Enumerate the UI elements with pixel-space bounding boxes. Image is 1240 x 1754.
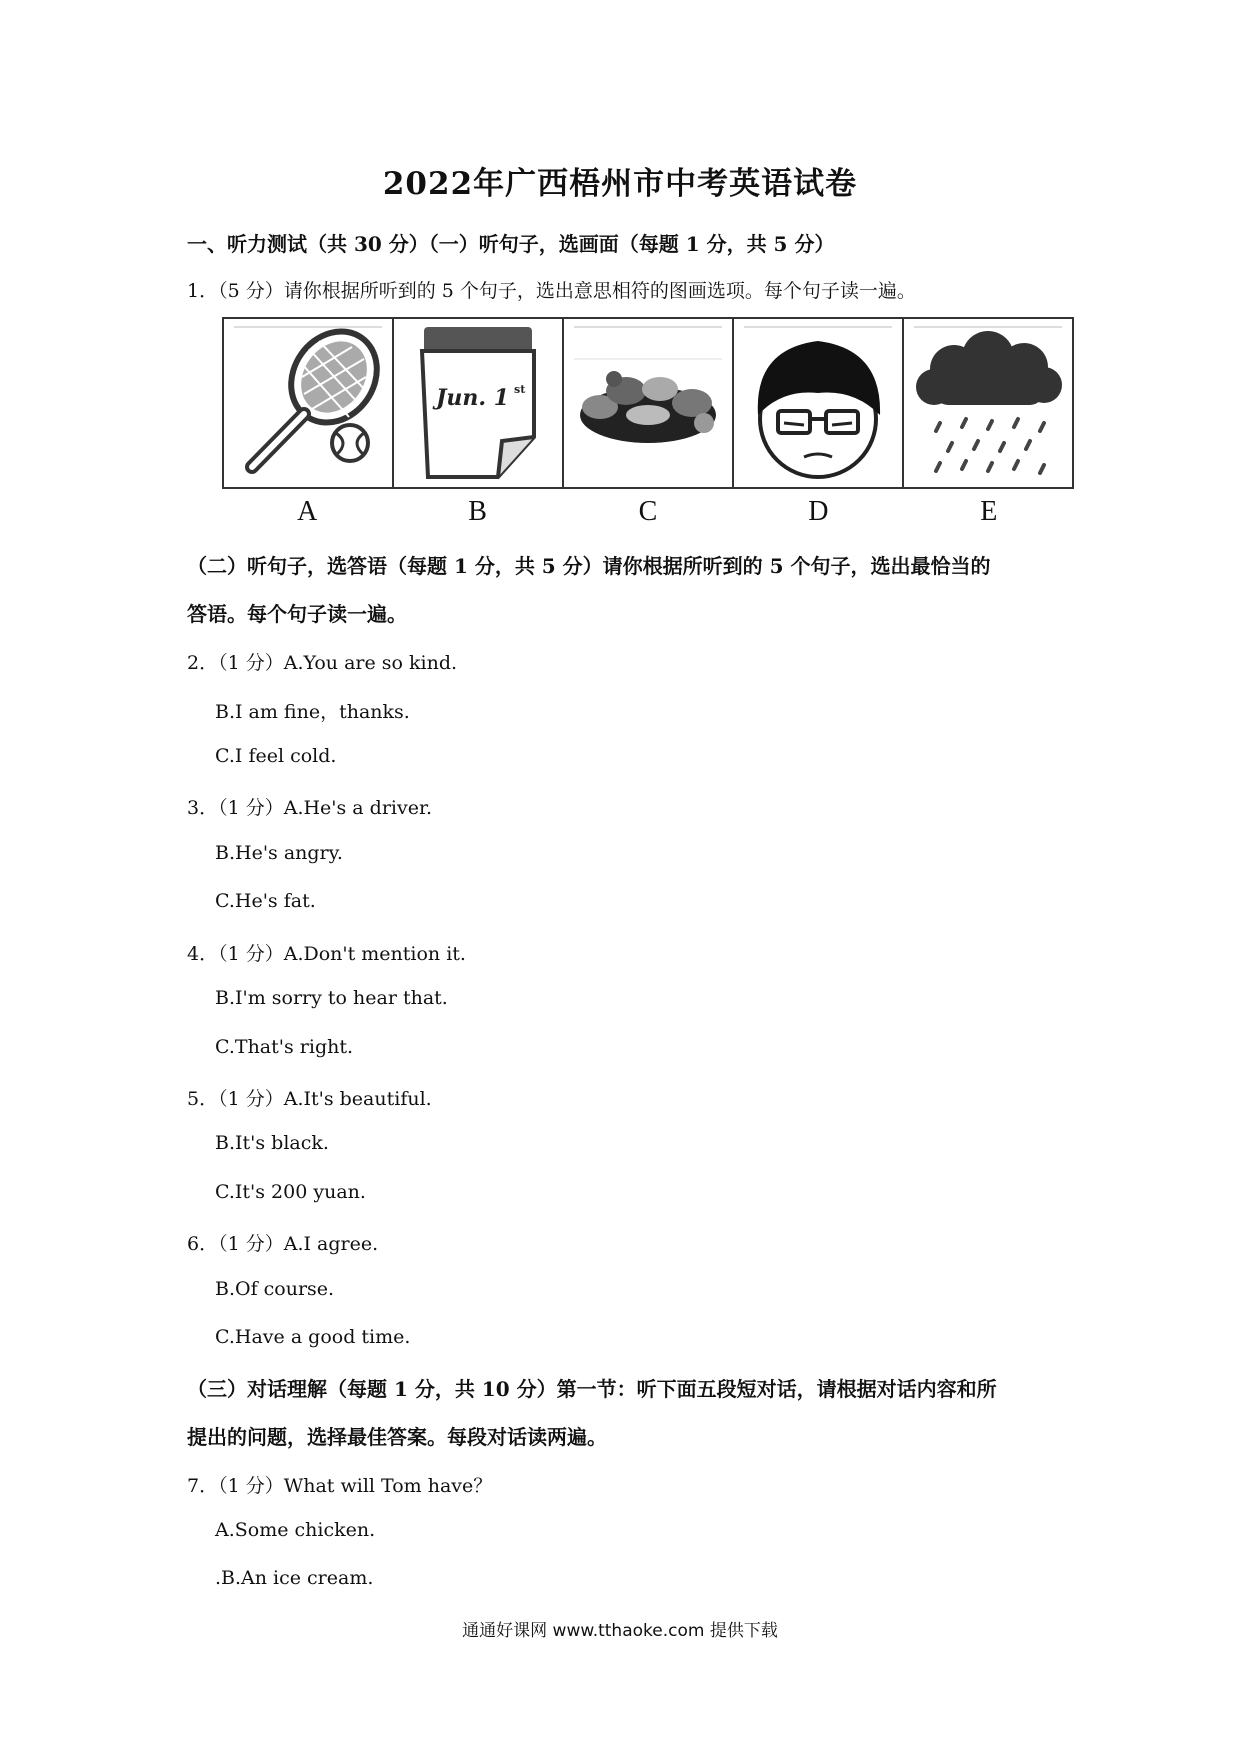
tennis-racket-icon xyxy=(224,319,394,487)
question-4-option-c: C.That's right. xyxy=(215,1036,354,1058)
picture-labels xyxy=(222,496,1074,528)
section-heading-dialogue: （三）对话理解（每题 1 分，共 10 分）第一节：听下面五段短对话，请根据对话内容和所 xyxy=(187,1377,997,1401)
food-plate-icon xyxy=(564,319,734,487)
question-4-option-b: B.I'm sorry to hear that. xyxy=(215,987,448,1009)
picture-strip xyxy=(222,317,1074,489)
picture-label-d: D xyxy=(808,496,829,527)
question-5-stem: 5．（1 分）A.It's beautiful. xyxy=(187,1088,432,1110)
question-4-stem: 4．（1 分）A.Don't mention it. xyxy=(187,943,466,965)
calendar-date-suffix: st xyxy=(514,383,526,396)
boy-with-glasses-icon xyxy=(734,319,904,487)
question-3-stem: 3．（1 分）A.He's a driver. xyxy=(187,797,433,819)
question-1: 1．（5 分）请你根据所听到的 5 个句子，选出意思相符的图画选项。每个句子读一遍。 xyxy=(187,280,916,302)
section-heading-responses-cont: 答语。每个句子读一遍。 xyxy=(187,602,407,626)
question-6-option-c: C.Have a good time. xyxy=(215,1326,411,1348)
calendar-icon xyxy=(394,319,564,487)
question-7-option-a: A.Some chicken. xyxy=(215,1519,376,1541)
picture-label-c: C xyxy=(638,496,658,527)
question-2-option-c: C.I feel cold. xyxy=(215,745,337,767)
question-6-stem: 6．（1 分）A.I agree. xyxy=(187,1233,379,1255)
question-3-option-b: B.He's angry. xyxy=(215,842,343,864)
picture-label-b: B xyxy=(468,496,487,527)
question-7-stem: 7．（1 分）What will Tom have？ xyxy=(187,1475,493,1497)
page-title: 2022年广西梧州市中考英语试卷 xyxy=(382,166,858,202)
question-3-option-c: C.He's fat. xyxy=(215,890,316,912)
picture-label-e: E xyxy=(980,496,998,527)
section-heading-listening: 一、听力测试（共 30 分）（一）听句子，选画面（每题 1 分，共 5 分） xyxy=(187,232,835,256)
section-heading-dialogue-cont: 提出的问题，选择最佳答案。每段对话读两遍。 xyxy=(187,1425,607,1449)
question-7-option-b: .B.An ice cream. xyxy=(215,1567,374,1589)
question-6-option-b: B.Of course. xyxy=(215,1278,335,1300)
calendar-date-text: Jun. 1 xyxy=(436,385,510,411)
picture-label-a: A xyxy=(297,496,318,527)
section-heading-responses: （二）听句子，选答语（每题 1 分，共 5 分）请你根据所听到的 5 个句子，选出最恰当的 xyxy=(187,554,991,578)
question-5-option-c: C.It's 200 yuan. xyxy=(215,1181,366,1203)
footer-source: 通通好课网 www.tthaoke.com 提供下载 xyxy=(462,1621,778,1641)
question-5-option-b: B.It's black. xyxy=(215,1132,329,1154)
question-2-option-b: B.I am fine，thanks. xyxy=(215,701,410,723)
question-2-stem: 2．（1 分）A.You are so kind. xyxy=(187,652,458,674)
rain-cloud-icon xyxy=(904,319,1072,487)
